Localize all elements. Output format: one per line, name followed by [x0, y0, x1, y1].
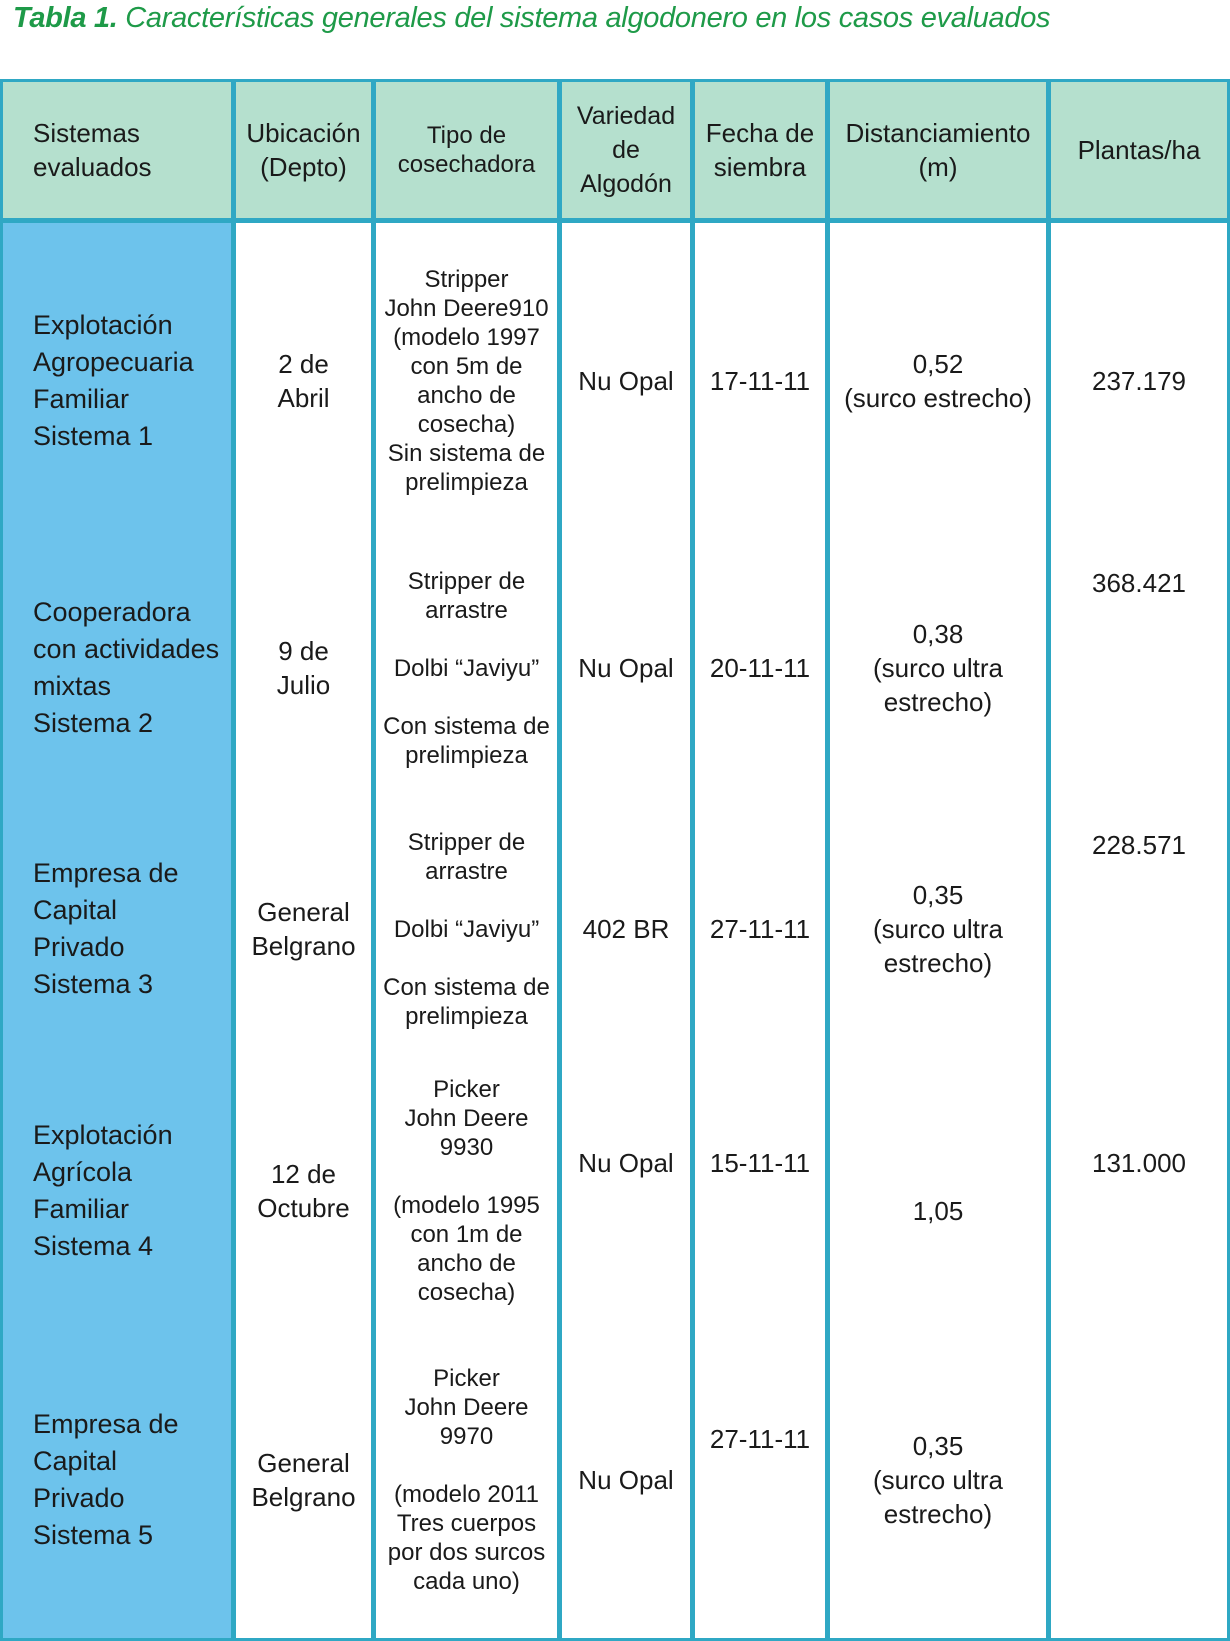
- table-row: [3, 538, 1227, 798]
- cell-date: 27-11-11: [695, 1322, 830, 1638]
- cell-plants: 237.179: [1051, 223, 1227, 538]
- cell-plants: 131.000: [1051, 1060, 1227, 1322]
- cell-location: 9 de Julio: [236, 538, 376, 798]
- cell-system: Cooperadora con actividades mixtas Sistema 2: [3, 538, 236, 798]
- cell-variety: Nu Opal: [562, 1060, 695, 1322]
- caption-lead: Tabla 1.: [13, 2, 118, 34]
- cell-spacing: 1,05: [830, 1060, 1051, 1322]
- table-row: [3, 1060, 1227, 1322]
- cell-location: 12 de Octubre: [236, 1060, 376, 1322]
- cell-variety: 402 BR: [562, 798, 695, 1060]
- cell-system: Empresa de Capital Privado Sistema 5: [3, 1322, 236, 1638]
- cell-date: 27-11-11: [695, 798, 830, 1060]
- cell-location: 2 de Abril: [236, 223, 376, 538]
- header-sistemas: Sistemas evaluados: [3, 82, 236, 223]
- cell-location: General Belgrano: [236, 798, 376, 1060]
- cell-plants: [1051, 1322, 1227, 1638]
- table-row: [3, 798, 1227, 1060]
- caption-text: Características generales del sistema algodonero en los casos evaluados: [117, 2, 1051, 34]
- header-variedad: Variedad de Algodón: [562, 82, 695, 223]
- cell-system: Explotación Agrícola Familiar Sistema 4: [3, 1060, 236, 1322]
- cell-variety: Nu Opal: [562, 1322, 695, 1638]
- cell-variety: Nu Opal: [562, 538, 695, 798]
- cell-plants: 228.571: [1051, 798, 1227, 1060]
- characteristics-table: [0, 79, 1230, 1641]
- cell-harvester: Picker John Deere 9970 (modelo 2011 Tres cuerpos por dos surcos cada uno): [376, 1322, 562, 1638]
- cell-harvester: Stripper John Deere910 (modelo 1997 con 5m de ancho de cosecha) Sin sistema de prelimpieza: [376, 223, 562, 538]
- cell-spacing: 0,38 (surco ultra estrecho): [830, 538, 1051, 798]
- cell-variety: Nu Opal: [562, 223, 695, 538]
- header-tipo-cosechadora: Tipo de cosechadora: [376, 82, 562, 223]
- cell-harvester: Stripper de arrastre Dolbi “Javiyu” Con sistema de prelimpieza: [376, 798, 562, 1060]
- cell-date: 17-11-11: [695, 223, 830, 538]
- header-plantas: Plantas/ha: [1051, 82, 1227, 223]
- cell-harvester: Picker John Deere 9930 (modelo 1995 con 1m de ancho de cosecha): [376, 1060, 562, 1322]
- cell-spacing: 0,52 (surco estrecho): [830, 223, 1051, 538]
- cell-system: Explotación Agropecuaria Familiar Sistema 1: [3, 223, 236, 538]
- table-caption: [13, 0, 1050, 36]
- cell-system: Empresa de Capital Privado Sistema 3: [3, 798, 236, 1060]
- table-row: [3, 1322, 1227, 1638]
- cell-spacing: 0,35 (surco ultra estrecho): [830, 1322, 1051, 1638]
- header-distanciamiento: Distanciamiento (m): [830, 82, 1051, 223]
- cell-plants: 368.421: [1051, 538, 1227, 798]
- cell-location: General Belgrano: [236, 1322, 376, 1638]
- cell-date: 15-11-11: [695, 1060, 830, 1322]
- cell-date: 20-11-11: [695, 538, 830, 798]
- header-ubicacion: Ubicación (Depto): [236, 82, 376, 223]
- header-fecha: Fecha de siembra: [695, 82, 830, 223]
- cell-harvester: Stripper de arrastre Dolbi “Javiyu” Con sistema de prelimpieza: [376, 538, 562, 798]
- table-row: [3, 223, 1227, 538]
- header-row: [3, 82, 1227, 223]
- cell-spacing: 0,35 (surco ultra estrecho): [830, 798, 1051, 1060]
